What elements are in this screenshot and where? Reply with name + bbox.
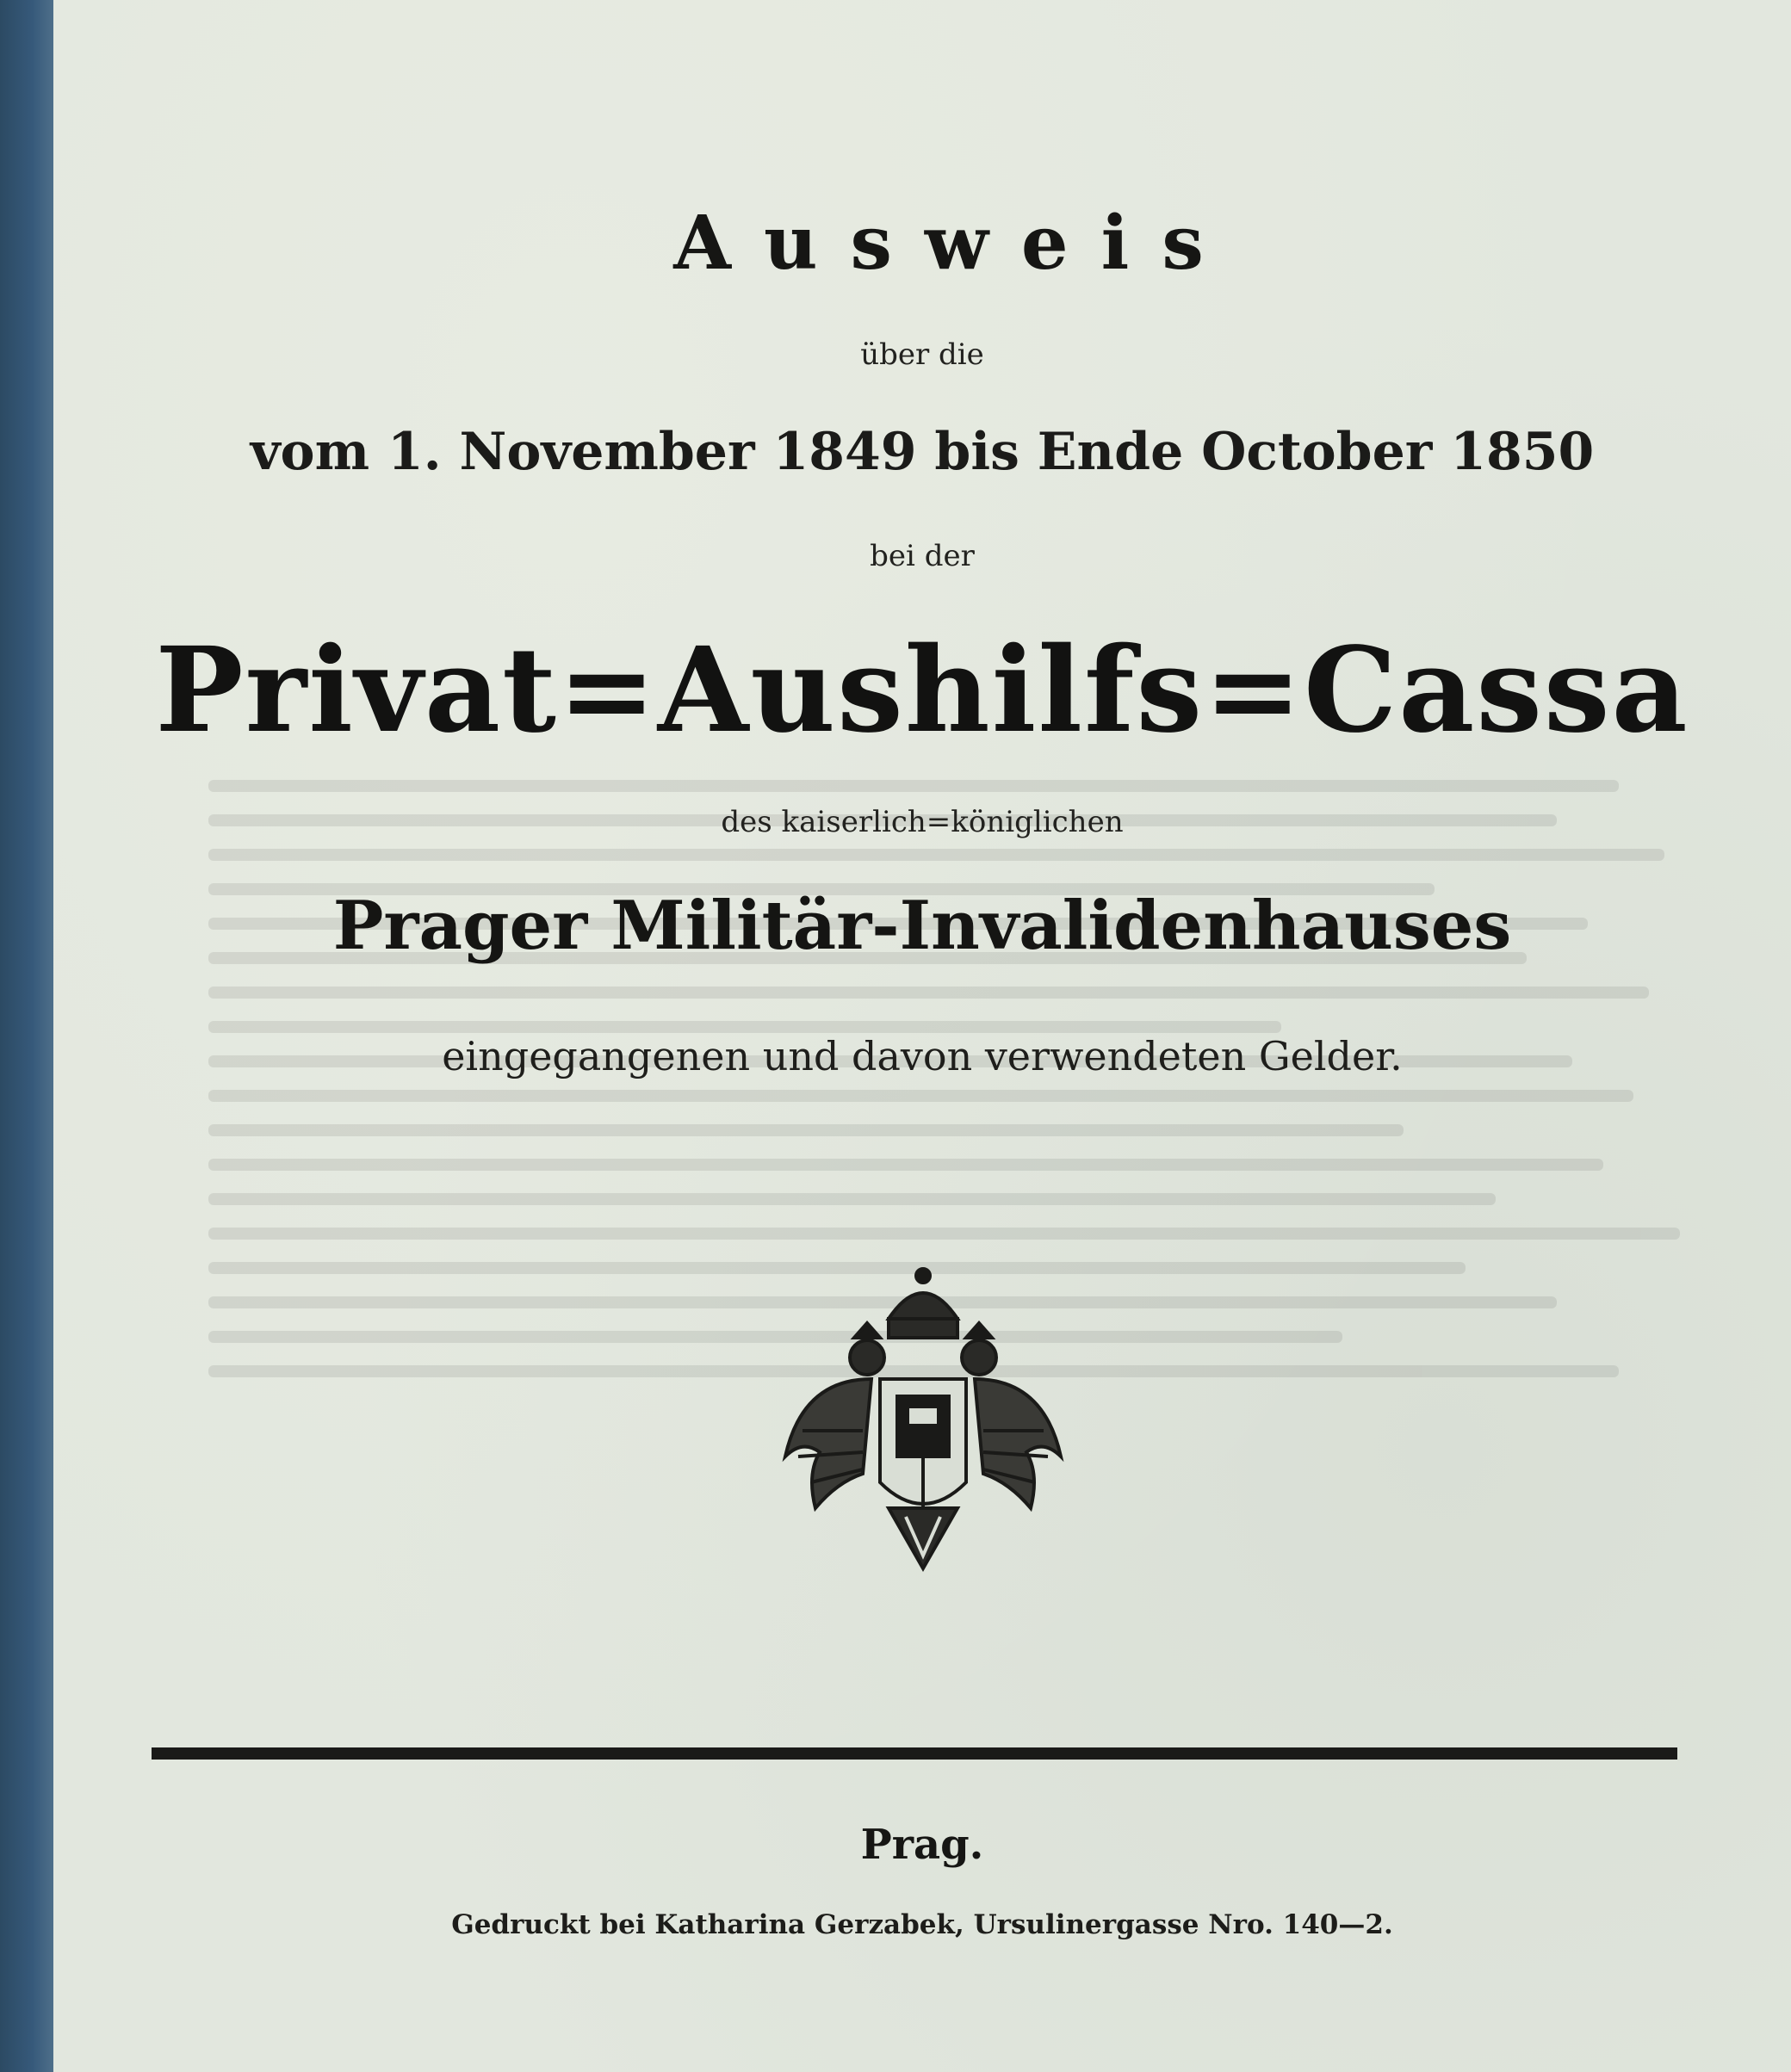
closing-line: eingegangenen und davon verwendeten Gelder. [442, 1033, 1403, 1079]
connector-des: des kaiserlich=königlichen [721, 805, 1124, 839]
horizontal-rule [152, 1747, 1677, 1760]
document-title: Ausweis [673, 200, 1236, 287]
institution-subtitle: Prager Militär-Invalidenhauses [332, 887, 1512, 965]
institution-name: Privat=Aushilfs=Cassa [155, 622, 1689, 759]
connector-bei-der: bei der [870, 539, 975, 573]
imprint-city: Prag. [860, 1821, 984, 1869]
imprint-printer: Gedruckt bei Katharina Gerzabek, Ursulinergasse Nro. 140—2. [451, 1909, 1393, 1940]
double-headed-eagle-icon [768, 1259, 1078, 1586]
binding-strip [0, 0, 53, 2072]
connector-ueber: über die [860, 337, 984, 372]
period-line: vom 1. November 1849 bis Ende October 1850 [250, 422, 1595, 482]
